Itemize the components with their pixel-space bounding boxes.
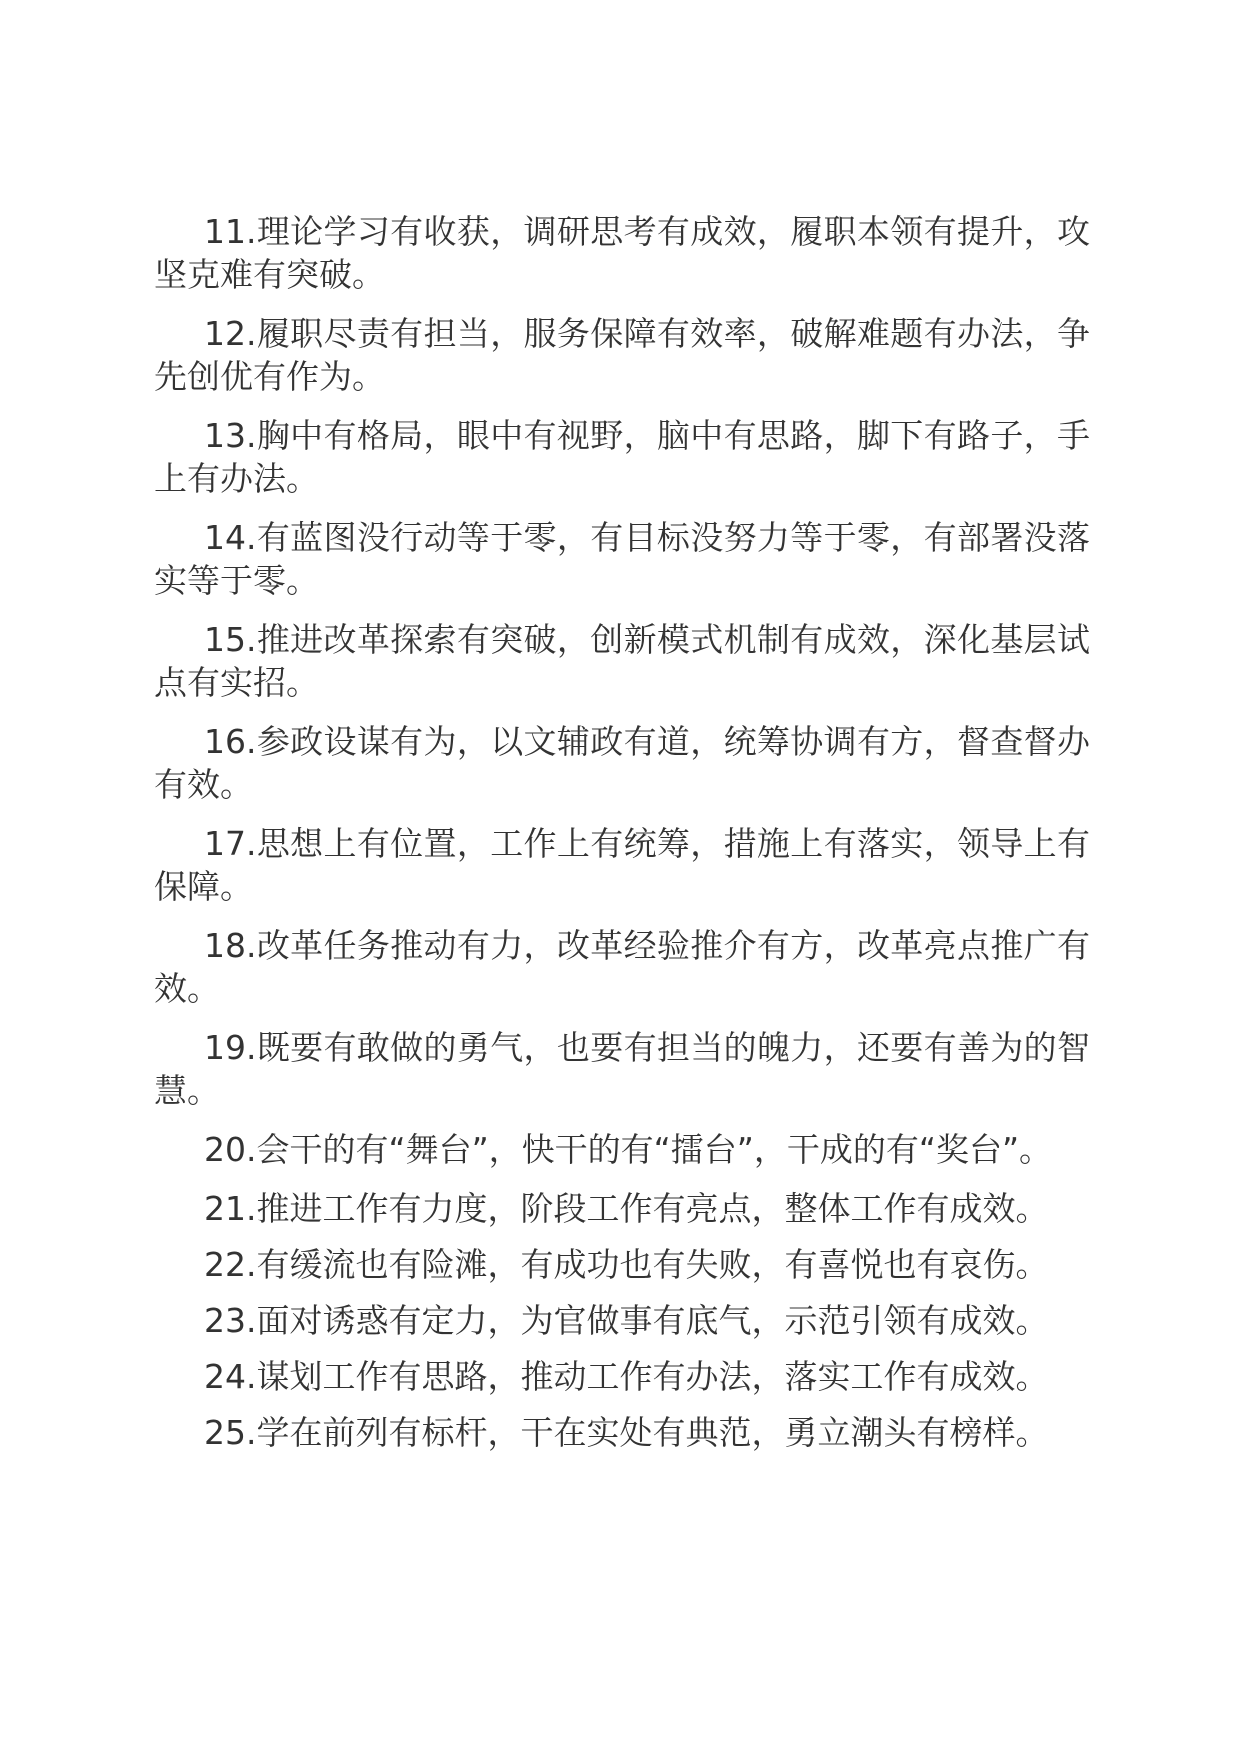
paragraph-18: 18.改革任务推动有力，改革经验推介有方，改革亮点推广有效。 <box>154 926 1090 1008</box>
paragraph-14: 14.有蓝图没行动等于零，有目标没努力等于零，有部署没落实等于零。 <box>154 518 1090 600</box>
paragraph-24: 24.谋划工作有思路，推动工作有办法，落实工作有成效。 <box>204 1357 1049 1396</box>
paragraph-13: 13.胸中有格局，眼中有视野，脑中有思路，脚下有路子，手上有办法。 <box>154 416 1090 498</box>
paragraph-12: 12.履职尽责有担当，服务保障有效率，破解难题有办法，争先创优有作为。 <box>154 314 1090 396</box>
paragraph-19: 19.既要有敢做的勇气，也要有担当的魄力，还要有善为的智慧。 <box>154 1028 1090 1110</box>
paragraph-23: 23.面对诱惑有定力，为官做事有底气，示范引领有成效。 <box>204 1301 1049 1340</box>
paragraph-16: 16.参政设谋有为，以文辅政有道，统筹协调有方，督查督办有效。 <box>154 722 1090 804</box>
paragraph-15: 15.推进改革探索有突破，创新模式机制有成效，深化基层试点有实招。 <box>154 620 1090 702</box>
paragraph-22: 22.有缓流也有险滩，有成功也有失败，有喜悦也有哀伤。 <box>204 1245 1049 1284</box>
paragraph-20: 20.会干的有“舞台”，快干的有“擂台”，干成的有“奖台”。 <box>204 1130 1053 1169</box>
paragraph-11: 11.理论学习有收获，调研思考有成效，履职本领有提升，攻坚克难有突破。 <box>154 212 1090 294</box>
paragraph-17: 17.思想上有位置，工作上有统筹，措施上有落实，领导上有保障。 <box>154 824 1090 906</box>
document-body <box>154 210 1090 1467</box>
paragraph-25: 25.学在前列有标杆，干在实处有典范，勇立潮头有榜样。 <box>204 1413 1049 1452</box>
paragraph-21: 21.推进工作有力度，阶段工作有亮点，整体工作有成效。 <box>204 1189 1049 1228</box>
